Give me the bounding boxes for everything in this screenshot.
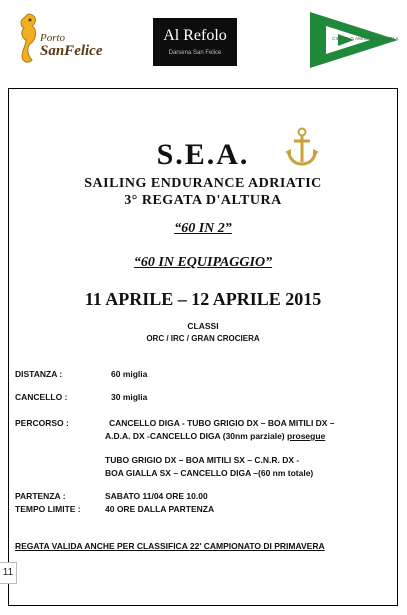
percorso-line-2 (105, 431, 325, 441)
circolo-vela-text: CIRCOLO AMICI DELLA VELA (332, 36, 399, 41)
al-refolo-logo (153, 18, 237, 66)
header-logos (0, 0, 407, 80)
event-edition: 3° REGATA D'ALTURA (124, 193, 282, 208)
circolo-vela-logo (308, 10, 400, 70)
cancello-label: CANCELLO : (15, 392, 68, 402)
seahorse-icon (12, 10, 42, 68)
event-dates: 11 APRILE – 12 APRILE 2015 (84, 289, 322, 309)
percorso-prosegue: prosegue (287, 431, 326, 441)
porto-san-felice-logo (12, 10, 112, 70)
event-title: S.E.A. (156, 138, 250, 171)
tempo-limite-label: TEMPO LIMITE : (15, 504, 81, 514)
logo-san-felice-text: SanFelice (40, 43, 103, 59)
regatta-notice-box (8, 88, 398, 606)
tempo-limite-value: 40 ORE DALLA PARTENZA (105, 504, 215, 514)
percorso-line-2-text: A.D.A. DX -CANCELLO DIGA (30nm parziale) (105, 431, 285, 441)
percorso-line-1: CANCELLO DIGA - TUBO GRIGIO DX – BOA MITILI DX – (109, 418, 335, 428)
distanza-label: DISTANZA : (15, 369, 63, 379)
percorso-line-3: TUBO GRIGIO DX – BOA MITILI SX – C.N.R. DX - (105, 455, 300, 465)
classes-list: ORC / IRC / GRAN CROCIERA (146, 334, 260, 343)
page-number-tab: 11 (0, 562, 17, 584)
logo-porto-text: Porto (40, 32, 66, 44)
percorso-line-4: BOA GIALLA SX – CANCELLO DIGA –(60 nm totale) (105, 468, 314, 478)
event-subtitle: SAILING ENDURANCE ADRIATIC (84, 176, 322, 191)
al-refolo-subtitle: Darsena San Felice (168, 50, 222, 56)
race-format-2: “60 IN EQUIPAGGIO” (133, 255, 273, 270)
percorso-label: PERCORSO : (15, 418, 69, 428)
classes-label: CLASSI (187, 321, 219, 331)
partenza-value: SABATO 11/04 ORE 10.00 (105, 491, 208, 501)
cancello-value: 30 miglia (111, 392, 148, 402)
race-format-1: “60 IN 2” (174, 221, 232, 236)
regata-validity-note: REGATA VALIDA ANCHE PER CLASSIFICA 22' CAMPIONATO DI PRIMAVERA (15, 541, 325, 551)
distanza-value: 60 miglia (111, 369, 148, 379)
al-refolo-name: Al Refolo (163, 27, 227, 44)
partenza-label: PARTENZA : (15, 491, 66, 501)
